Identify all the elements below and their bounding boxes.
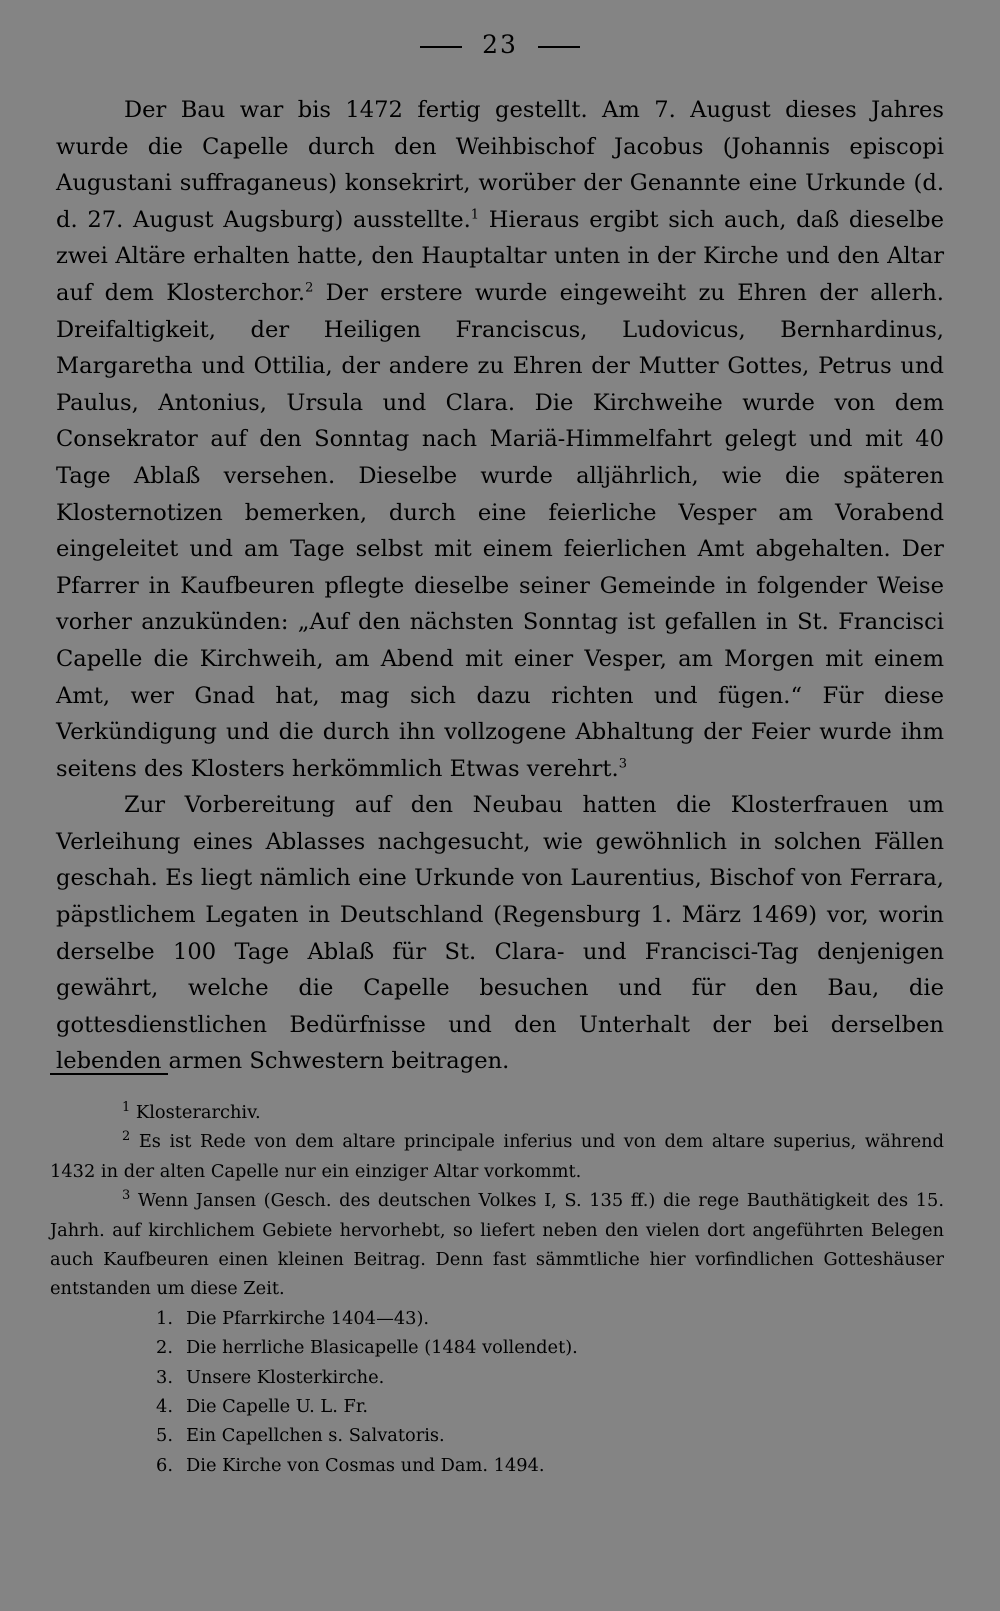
footnote-3-number: 3 bbox=[122, 1188, 131, 1204]
list-item-number: 4. bbox=[156, 1396, 173, 1418]
footnote-1-text: Klosterarchiv. bbox=[130, 1102, 261, 1123]
paragraph-1 bbox=[56, 92, 944, 787]
footnote-3-text: Wenn Jansen (Gesch. des deutschen Volkes I, S. 135 ff.) die rege Bauthätigkeit des 15. Jahrh. auf kirchlichem Gebiete hervorhebt, so liefert neben den vielen dort angeführten Belegen auch Kaufbeuren einen kleinen Beitrag. Denn fast sämmtliche hier vorfindlichen Gotteshäuser entstanden um diese Zeit. bbox=[50, 1190, 944, 1300]
header-dash-left bbox=[420, 46, 462, 48]
footnote-separator bbox=[50, 1073, 168, 1075]
list-item-text: Die herrliche Blasicapelle (1484 vollendet). bbox=[186, 1337, 578, 1359]
header-dash-right bbox=[538, 46, 580, 48]
list-item-text: Die Pfarrkirche 1404—43). bbox=[186, 1307, 430, 1329]
footnote-2-number: 2 bbox=[122, 1129, 131, 1145]
page-header bbox=[0, 30, 1000, 59]
list-item-number: 5. bbox=[156, 1425, 173, 1447]
paragraph-1-part-b: Hieraus ergibt sich auch, daß dieselbe zwei Altäre erhalten hatte, den Hauptaltar unten in der Kirche und den Altar auf dem Klosterchor. bbox=[56, 206, 945, 306]
page-number: 23 bbox=[482, 30, 518, 59]
paragraph-1-part-c: Der erstere wurde eingeweiht zu Ehren der allerh. Dreifaltigkeit, der Heiligen Franciscus, Ludovicus, Bernhardinus, Margaretha und Ottilia, der andere zu Ehren der Mutter Gottes, Petrus und Paulus, Antonius, Ursula und Clara. Die Kirchweihe wurde von dem Consekrator auf den Sonntag nach Mariä-Himmelfahrt gelegt und mit 40 Tage Ablaß versehen. Dieselbe wurde alljährlich, wie die späteren Klosternotizen bemerken, durch eine feierliche Vesper am Vorabend eingeleitet und am Tage selbst mit einem feierlichen Amt abgehalten. Der Pfarrer in Kaufbeuren pflegte dieselbe seiner Gemeinde in folgender Weise vorher anzukünden: „Auf den nächsten Sonntag ist gefallen in St. Francisci Capelle die Kirchweih, am Abend mit einer Vesper, am Morgen mit einem Amt, wer Gnad hat, mag sich dazu richten und fügen.“ Für diese Verkündigung und die durch ihn vollzogene Abhaltung der Feier wurde ihm seitens des Klosters herkömmlich Etwas verehrt. bbox=[56, 279, 944, 782]
footnote-2 bbox=[50, 1127, 944, 1186]
footnote-ref-3: 3 bbox=[618, 756, 627, 772]
list-item bbox=[50, 1333, 944, 1362]
list-item-number: 3. bbox=[156, 1366, 173, 1388]
paragraph-2: Zur Vorbereitung auf den Neubau hatten die Klosterfrauen um Verleihung eines Ablasses nachgesucht, wie gewöhnlich in solchen Fällen geschah. Es liegt nämlich eine Urkunde von Laurentius, Bischof von Ferrara, päpstlichem Legaten in Deutschland (Regensburg 1. März 1469) vor, worin derselbe 100 Tage Ablaß für St. Clara- und Francisci-Tag denjenigen gewährt, welche die Capelle besuchen und für den Bau, die gottesdienstlichen Bedürfnisse und den Unterhalt der bei derselben lebenden armen Schwestern beitragen. bbox=[56, 792, 944, 1075]
footnote-ref-2: 2 bbox=[305, 280, 314, 296]
footnote-1-number: 1 bbox=[122, 1100, 131, 1116]
footnote-ref-1: 1 bbox=[470, 207, 480, 223]
church-list bbox=[50, 1304, 944, 1480]
list-item-text: Die Kirche von Cosmas und Dam. 1494. bbox=[186, 1454, 545, 1476]
list-item-number: 2. bbox=[156, 1337, 173, 1359]
list-item-number: 1. bbox=[156, 1307, 173, 1329]
main-text bbox=[56, 92, 944, 1080]
list-item-number: 6. bbox=[156, 1454, 173, 1476]
footnotes bbox=[50, 1098, 944, 1480]
list-item-text: Ein Capellchen s. Salvatoris. bbox=[186, 1425, 445, 1447]
list-item bbox=[50, 1421, 944, 1450]
footnote-1 bbox=[50, 1098, 944, 1127]
list-item-text: Die Capelle U. L. Fr. bbox=[186, 1396, 369, 1418]
footnote-3 bbox=[50, 1186, 944, 1304]
list-item-text: Unsere Klosterkirche. bbox=[186, 1366, 385, 1388]
paragraph-1-part-a: Der Bau war bis 1472 fertig gestellt. Am 7. August dieses Jahres wurde die Capelle durch den Weihbischof Jacobus (Johannis episcopi Augustani suffraganeus) konsekrirt, worüber der Genannte eine Urkunde (d. d. 27. August Augsburg) ausstellte. bbox=[56, 97, 944, 233]
list-item bbox=[50, 1451, 944, 1480]
footnote-2-text: Es ist Rede von dem altare principale inferius und von dem altare superius, während 1432 in der alten Capelle nur ein einziger Altar vorkommt. bbox=[50, 1131, 944, 1182]
list-item bbox=[50, 1392, 944, 1421]
list-item bbox=[50, 1304, 944, 1333]
list-item bbox=[50, 1363, 944, 1392]
